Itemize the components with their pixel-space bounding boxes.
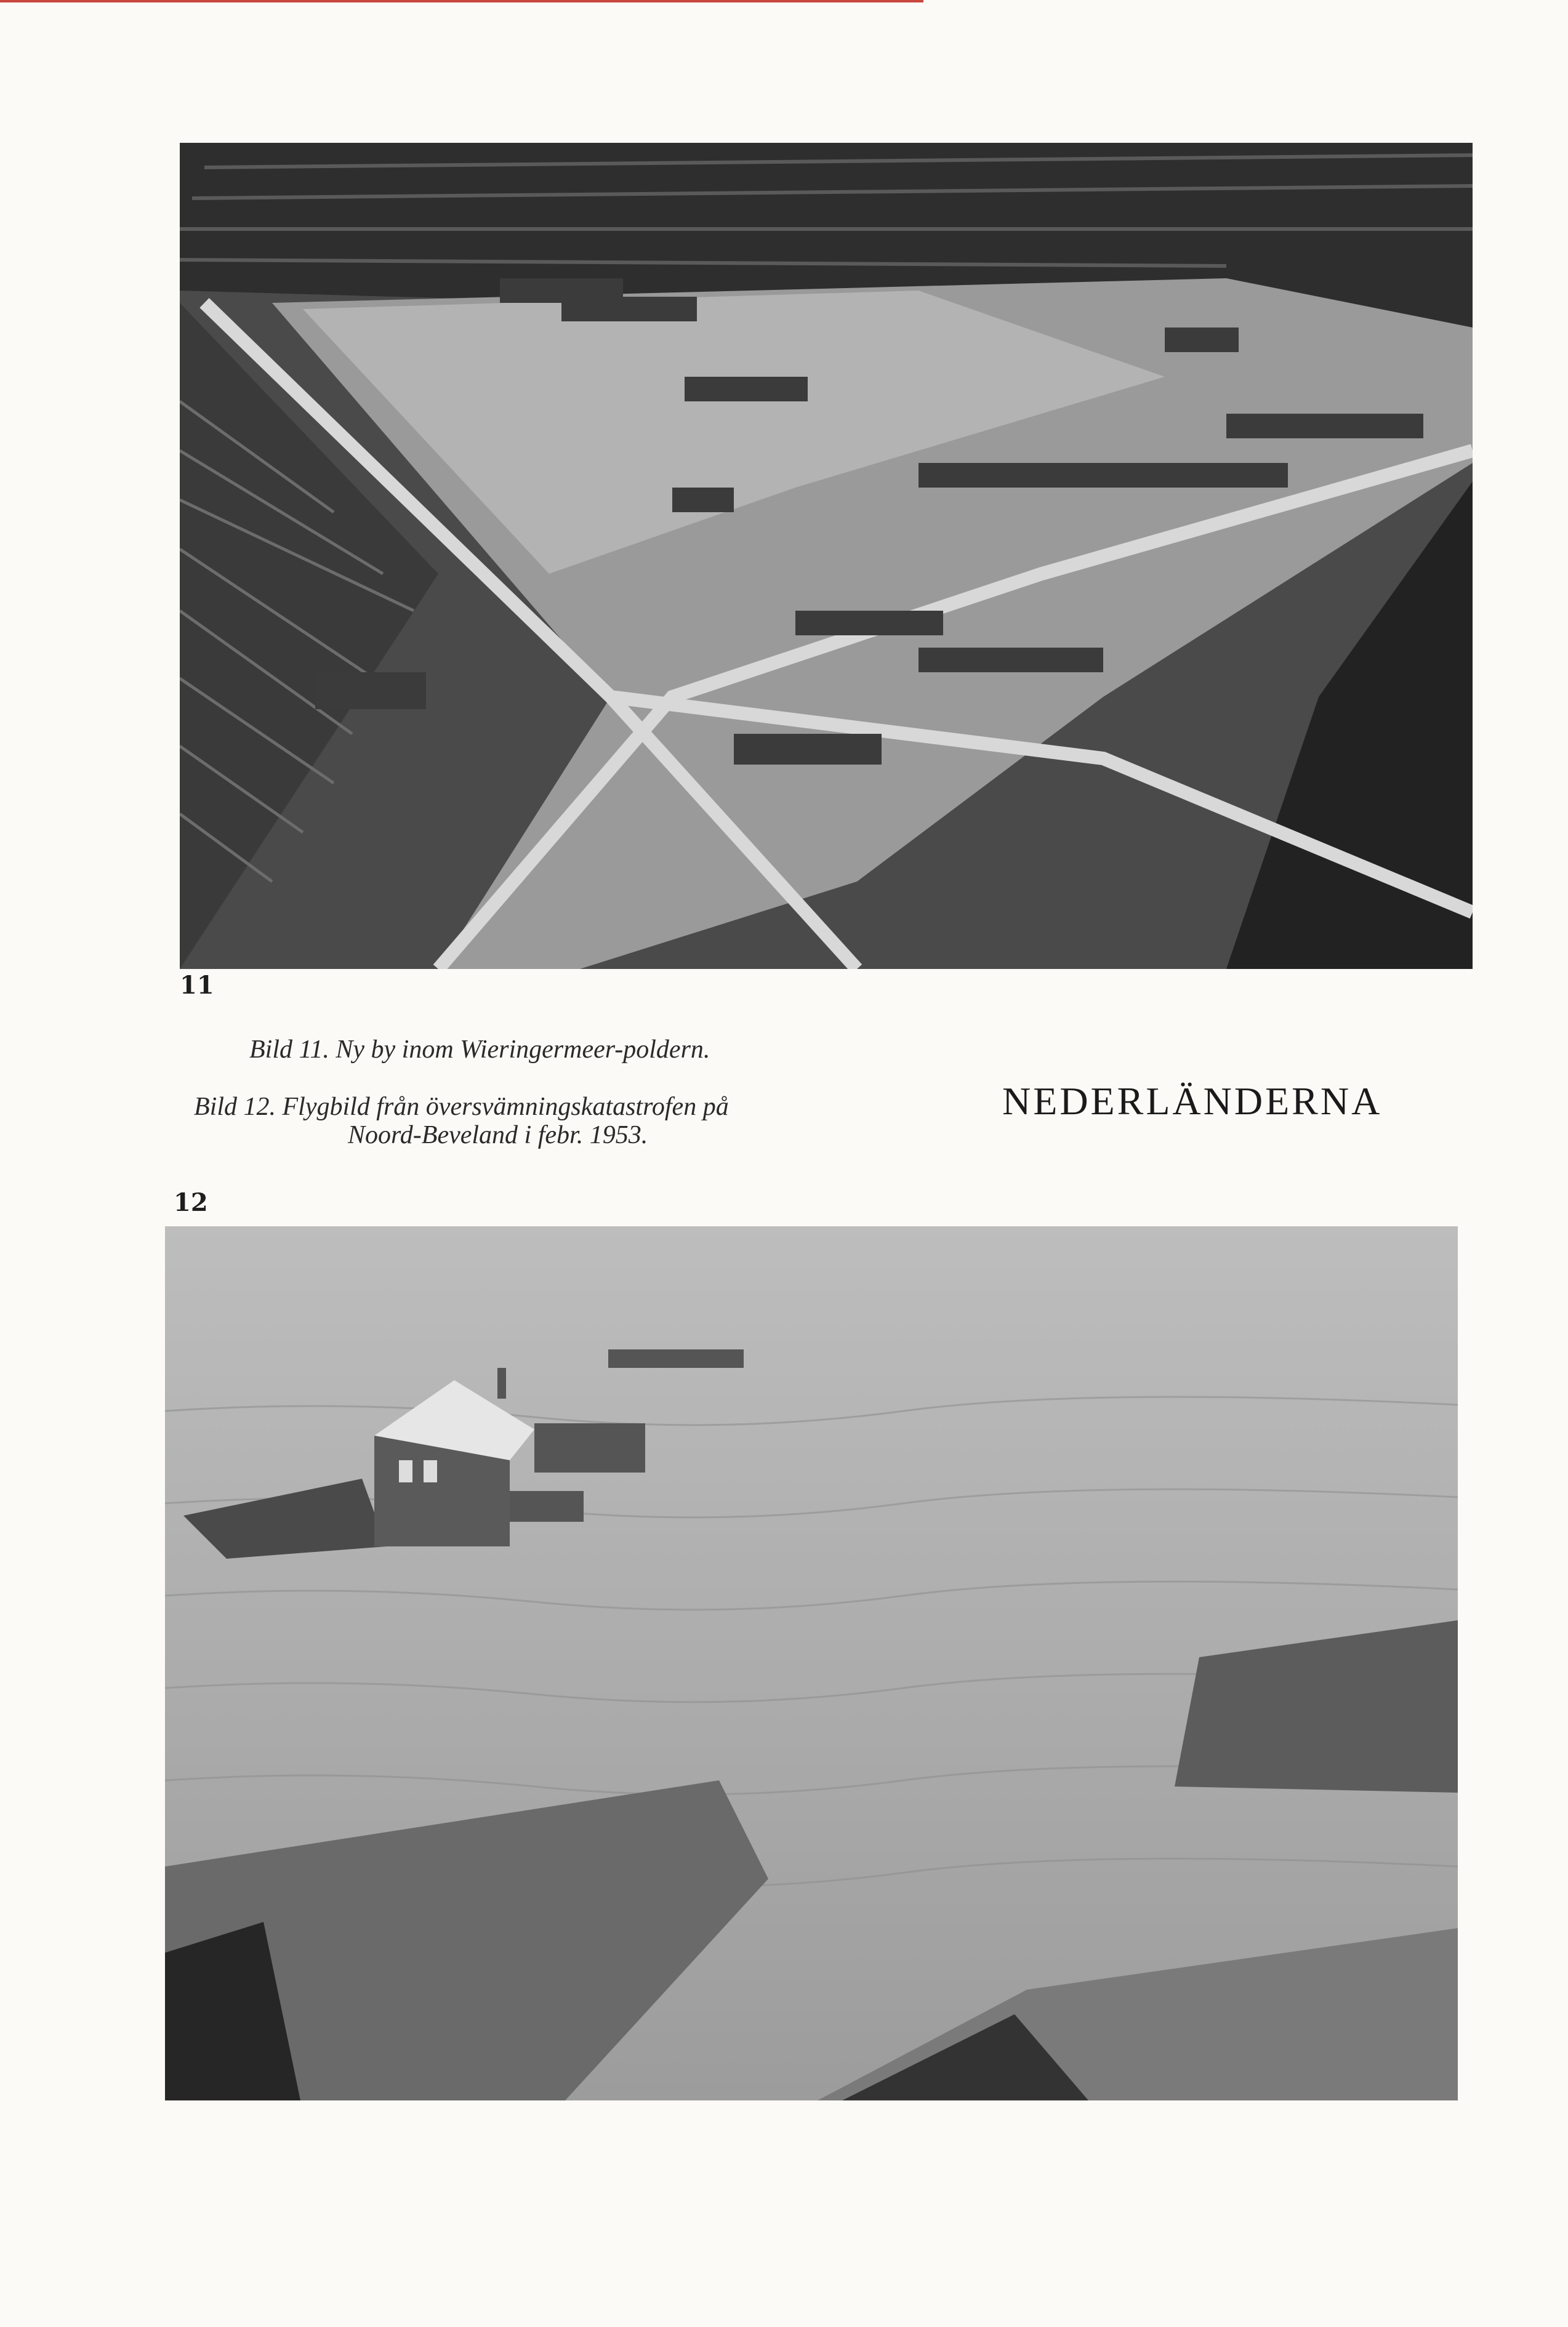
figure-12-caption (194, 1093, 729, 1149)
figure-12-caption-line1: Bild 12. Flygbild från översvämningskatastrofen på (194, 1093, 729, 1121)
figure-number-11: 11 (180, 971, 214, 1000)
flood-aerial-photo (165, 1226, 1458, 2100)
page-heading: NEDERLÄNDERNA (1002, 1079, 1383, 1123)
figure-number-12: 12 (174, 1188, 208, 1217)
figure-12-caption-line2: Noord-Beveland i febr. 1953. (348, 1121, 648, 1149)
village-aerial-photo (180, 143, 1473, 969)
top-edge-rule (0, 0, 923, 2)
figure-11-caption: Bild 11. Ny by inom Wieringermeer-poldern. (249, 1035, 710, 1064)
